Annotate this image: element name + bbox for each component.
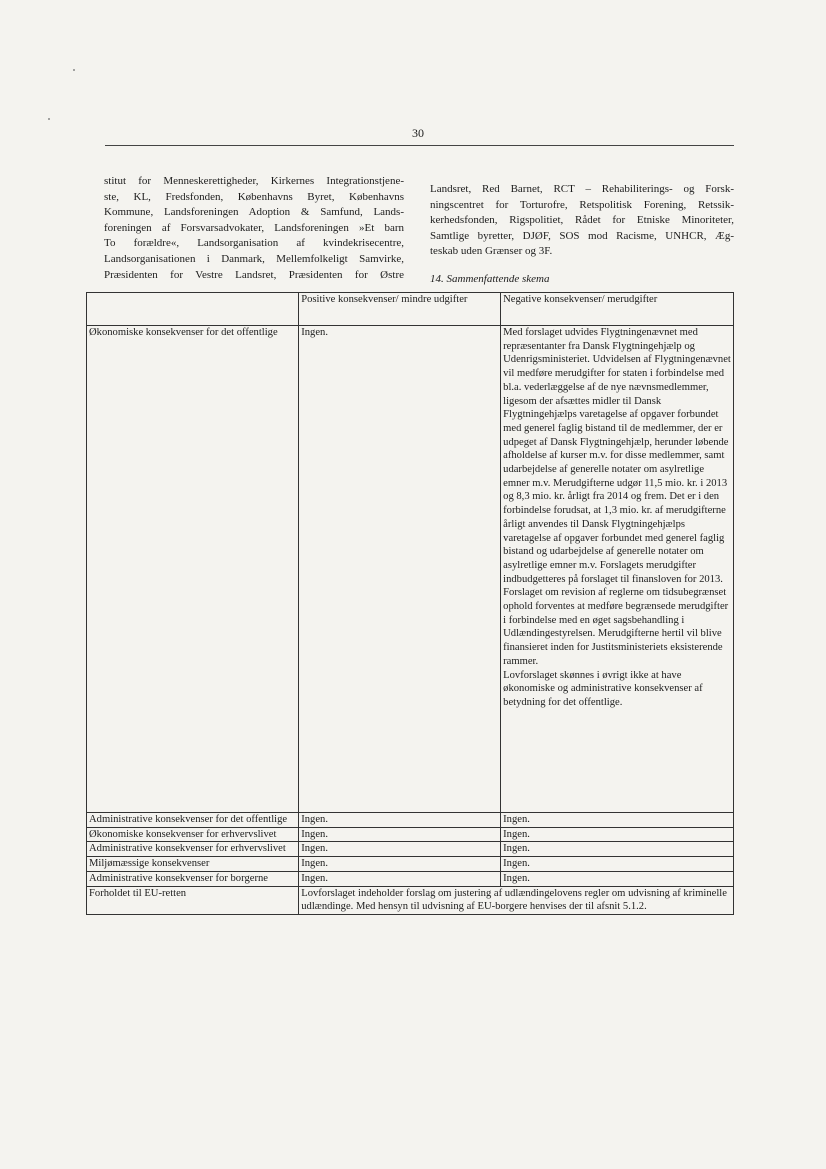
text-line: foreningen af Forsvarsadvokater, Landsforeningen »Et barn <box>104 221 404 234</box>
positive-cell: Ingen. <box>299 857 501 872</box>
table-row <box>87 827 734 842</box>
table-header-row <box>87 293 734 326</box>
negative-cell: Ingen. <box>501 813 734 828</box>
negative-cell <box>501 326 734 813</box>
table-row <box>87 886 734 914</box>
section-heading: 14. Sammenfattende skema <box>430 272 550 285</box>
summary-table <box>86 292 734 915</box>
text-line: ningscentret for Torturofre, Retspolitisk Forening, Retssik- <box>430 198 734 211</box>
positive-cell: Ingen. <box>299 813 501 828</box>
scan-speck <box>48 118 50 120</box>
table-row <box>87 842 734 857</box>
row-label: Administrative konsekvenser for borgerne <box>87 871 299 886</box>
row-label: Miljømæssige konsekvenser <box>87 857 299 872</box>
table-row <box>87 813 734 828</box>
row-label: Økonomiske konsekvenser for erhvervslivet <box>87 827 299 842</box>
text-line: Landsret, Red Barnet, RCT – Rehabiliterings- og Forsk- <box>430 183 734 195</box>
row-label: Forholdet til EU-retten <box>87 886 299 914</box>
header-rule <box>105 145 734 146</box>
text-line: To forældre«, Landsorganisation af kvindekrisecentre, <box>104 237 404 250</box>
paragraph: Med forslaget udvides Flygtningenævnet med repræsentanter fra Dansk Flygtningehjælp og Udenrigsministeriet. Udvidelsen af Flygtningenævnet vil medføre merudgifter for staten i forbindelse med bl.a. vederlæggelse af de nye nævnsmedlemmer, ligesom der afsættes midler til Dansk Flygtningehjælps varetagelse af opgaver forbundet med generel faglig bistand til de medlemmer, der er udpeget af Dansk Flygtningehjælp, herunder løbende afholdelse af kurser m.v. for disse medlemmer, samt udarbejdelse af generelle notater om asylretlige emner m.v. Merudgifterne udgør 11,5 mio. kr. i 2013 og 8,3 mio. kr. årligt fra 2014 og frem. Det er i den forbindelse forudsat, at 1,3 mio. kr. af merudgifterne årligt anvendes til Dansk Flygtningehjælps varetagelse af opgaver forbundet med generel faglig bistand og udarbejdelse af generelle notater om asylretlige emner m.v. Forslagets merudgifter indbudgetteres på forslaget til finansloven for 2013. <box>503 327 731 585</box>
left-column-text <box>104 174 404 283</box>
text-line: stitut for Menneskerettigheder, Kirkernes Integrationstjene- <box>104 175 404 187</box>
text-line: Samtlige byretter, DJØF, SOS mod Racisme, UNHCR, Æg- <box>430 229 734 242</box>
row-label: Økonomiske konsekvenser for det offentlige <box>87 326 299 813</box>
positive-cell: Ingen. <box>299 326 501 813</box>
table-row <box>87 871 734 886</box>
text-line: Landsorganisationen i Danmark, Mellemfolkeligt Samvirke, <box>104 252 404 265</box>
text-line: ste, KL, Fredsfonden, Københavns Byret, Københavns <box>104 190 404 203</box>
negative-cell: Ingen. <box>501 842 734 857</box>
positive-cell: Ingen. <box>299 871 501 886</box>
text-line: teskab uden Grænser og 3F. <box>430 245 553 258</box>
scan-speck <box>73 69 75 71</box>
negative-cell: Ingen. <box>501 857 734 872</box>
header-negative: Negative konsekvenser/ merudgifter <box>501 293 734 326</box>
text-line: Præsidenten for Vestre Landsret, Præsidenten for Østre <box>104 268 404 281</box>
table-row <box>87 326 734 813</box>
positive-cell: Ingen. <box>299 827 501 842</box>
row-label: Administrative konsekvenser for erhvervslivet <box>87 842 299 857</box>
eu-law-cell: Lovforslaget indeholder forslag om justering af udlændingelovens regler om udvisning af kriminelle udlændinge. Med hensyn til udvisning af EU-borgere henvises der til afsnit 5.1.2. <box>299 886 734 914</box>
negative-cell: Ingen. <box>501 827 734 842</box>
text-line: kerhedsfonden, Rigspolitiet, Rådet for Etniske Minoriteter, <box>430 214 734 227</box>
right-column-text <box>430 182 734 288</box>
table-row <box>87 857 734 872</box>
page-number: 30 <box>412 126 424 140</box>
header-positive: Positive konsekvenser/ mindre udgifter <box>299 293 501 326</box>
negative-cell: Ingen. <box>501 871 734 886</box>
paragraph: Forslaget om revision af reglerne om tidsubegrænset ophold forventes at medføre begrænsede merudgifter i forbindelse med en øget sagsbehandling i Udlændingestyrelsen. Merudgifterne hertil vil blive finansieret inden for Justitsministeriets eksisterende rammer. <box>503 587 729 667</box>
header-empty-cell <box>87 293 299 326</box>
row-label: Administrative konsekvenser for det offentlige <box>87 813 299 828</box>
paragraph: Lovforslaget skønnes i øvrigt ikke at have økonomiske og administrative konsekvenser af betydning for det offentlige. <box>503 669 703 708</box>
positive-cell: Ingen. <box>299 842 501 857</box>
text-line: Kommune, Landsforeningen Adoption & Samfund, Lands- <box>104 206 404 219</box>
